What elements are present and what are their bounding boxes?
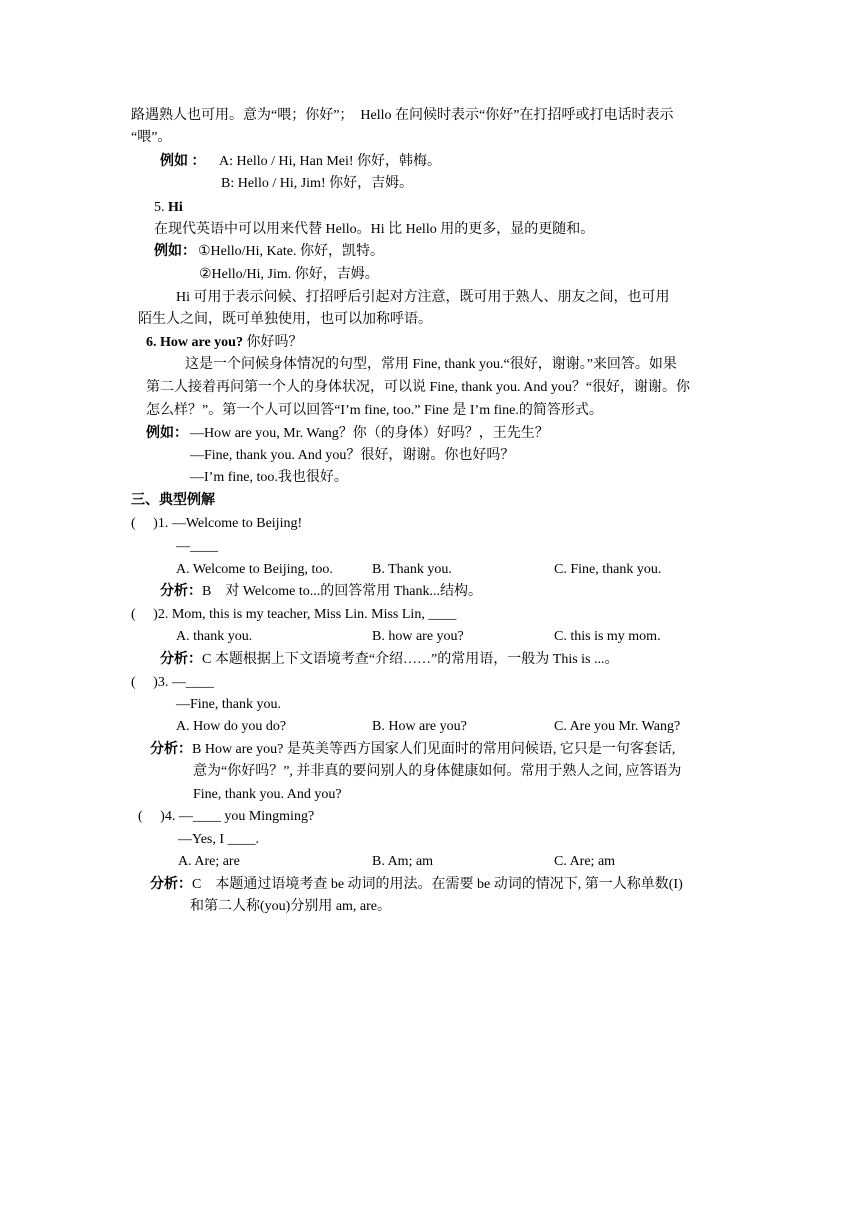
analysis-text: 和第二人称(you)分别用 am, are。 bbox=[190, 899, 392, 914]
example-line: —How are you, Mr. Wang？你（的身体）好吗？，王先生？ bbox=[190, 426, 549, 441]
question-response: —Fine, thank you. bbox=[176, 697, 281, 712]
example-line: A: Hello / Hi, Han Mei! 你好，韩梅。 bbox=[219, 154, 442, 169]
question-response: —____ bbox=[176, 539, 218, 554]
example-label: 例如： bbox=[146, 426, 188, 441]
heading-word: 6. How are you? bbox=[146, 335, 243, 350]
heading-translation: 你好吗？ bbox=[242, 335, 303, 350]
analysis-text: B 对 Welcome to...的回答常用 Thank...结构。 bbox=[202, 584, 483, 599]
analysis bbox=[150, 740, 675, 760]
analysis bbox=[160, 650, 619, 670]
answer-bracket: ( ) bbox=[131, 675, 158, 690]
analysis-text: 意为“你好吗？”, 并非真的要问别人的身体健康如何。常用于熟人之间, 应答语为 bbox=[193, 764, 682, 779]
question-text: 3. —____ bbox=[157, 675, 214, 690]
example-label: 例如： bbox=[154, 244, 196, 259]
example-line: B: Hello / Hi, Jim! 你好，吉姆。 bbox=[221, 176, 414, 191]
paragraph-line: Hi 可用于表示问候、打招呼后引起对方注意，既可用于熟人、朋友之间，也可用 bbox=[176, 290, 670, 305]
option-c: C. Fine, thank you. bbox=[554, 562, 662, 577]
analysis-label: 分析： bbox=[160, 584, 202, 599]
answer-bracket: ( ) bbox=[131, 607, 158, 622]
option-a: A. thank you. bbox=[176, 629, 253, 644]
section-heading bbox=[154, 198, 183, 218]
paragraph-line: 这是一个问候身体情况的句型，常用 Fine, thank you.“很好，谢谢。”来回答。如果 bbox=[185, 357, 677, 372]
paragraph-line: “喂”。 bbox=[131, 130, 172, 145]
answer-bracket: ( ) bbox=[131, 516, 158, 531]
question-stem bbox=[131, 673, 214, 693]
option-a: A. Are; are bbox=[178, 854, 240, 869]
question-stem bbox=[131, 605, 456, 625]
analysis-label: 分析： bbox=[160, 652, 202, 667]
analysis-label: 分析： bbox=[150, 877, 192, 892]
paragraph-line: 第二人接着再问第一个人的身体状况，可以说 Fine, thank you. And you？“很好，谢谢。你 bbox=[146, 380, 691, 395]
heading-word: Hi bbox=[168, 200, 183, 215]
paragraph-line: 陌生人之间，既可单独使用，也可以加称呼语。 bbox=[138, 312, 432, 327]
question-text: 1. —Welcome to Beijing! bbox=[157, 516, 303, 531]
option-b: B. how are you? bbox=[372, 629, 464, 644]
example-line: —Fine, thank you. And you？很好，谢谢。你也好吗？ bbox=[190, 448, 515, 463]
paragraph-line: 路遇熟人也可用。意为“喂；你好”； Hello 在问候时表示“你好”在打招呼或打电话时表示 bbox=[131, 108, 674, 123]
question-stem bbox=[138, 807, 314, 827]
example-line: ①Hello/Hi, Kate. 你好，凯特。 bbox=[198, 244, 384, 259]
analysis-label: 分析： bbox=[150, 742, 192, 757]
option-c: C. Are; am bbox=[554, 854, 616, 869]
paragraph-line: 在现代英语中可以用来代替 Hello。Hi 比 Hello 用的更多，显的更随和。 bbox=[154, 222, 595, 237]
option-b: B. How are you? bbox=[372, 719, 467, 734]
option-c: C. Are you Mr. Wang? bbox=[554, 719, 681, 734]
option-a: A. Welcome to Beijing, too. bbox=[176, 562, 333, 577]
example-label: 例如 ： bbox=[160, 154, 206, 169]
example-line: ②Hello/Hi, Jim. 你好，吉姆。 bbox=[199, 267, 379, 282]
question-text: 4. —____ you Mingming? bbox=[164, 809, 315, 824]
paragraph-line: 怎么样？”。第一个人可以回答“I’m fine, too.” Fine 是 I’m fine.的简答形式。 bbox=[146, 403, 603, 418]
analysis-text: C 本题通过语境考查 be 动词的用法。在需要 be 动词的情况下, 第一人称单数(I) bbox=[192, 877, 683, 892]
option-b: B. Am; am bbox=[372, 854, 434, 869]
section-heading bbox=[146, 333, 302, 353]
question-stem bbox=[131, 514, 302, 534]
analysis bbox=[160, 582, 482, 602]
example-line: —I’m fine, too.我也很好。 bbox=[190, 470, 348, 485]
option-c: C. this is my mom. bbox=[554, 629, 661, 644]
question-text: 2. Mom, this is my teacher, Miss Lin. Miss Lin, ____ bbox=[157, 607, 457, 622]
question-response: —Yes, I ____. bbox=[178, 832, 260, 847]
analysis-text: Fine, thank you. And you? bbox=[193, 787, 342, 802]
analysis-text: B How are you? 是英美等西方国家人们见面时的常用问候语, 它只是一句客套话, bbox=[192, 742, 676, 757]
analysis bbox=[150, 875, 683, 895]
option-a: A. How do you do? bbox=[176, 719, 287, 734]
section-title: 三、典型例解 bbox=[131, 493, 215, 508]
heading-number: 5. bbox=[154, 200, 168, 215]
answer-bracket: ( ) bbox=[138, 809, 165, 824]
analysis-text: C 本题根据上下文语境考查“介绍……”的常用语，一般为 This is ...。 bbox=[202, 652, 619, 667]
option-b: B. Thank you. bbox=[372, 562, 452, 577]
